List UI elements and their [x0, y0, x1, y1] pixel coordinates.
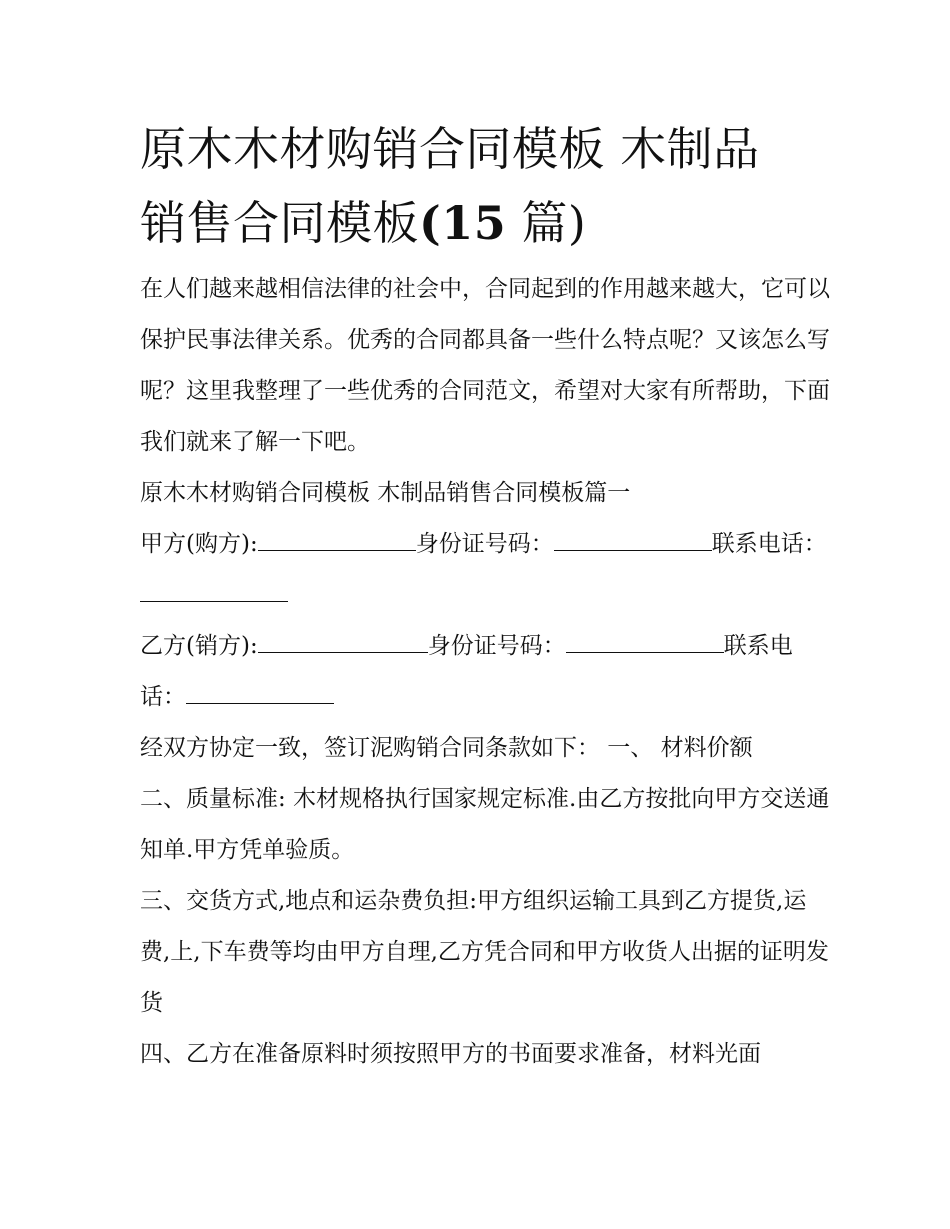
party-b-line	[140, 621, 830, 723]
clause-3: 三、交货方式,地点和运杂费负担:甲方组织运输工具到乙方提货,运费,上,下车费等均由甲方自理,乙方凭合同和甲方收货人出据的证明发货	[140, 888, 829, 1016]
clause-2: 二、质量标准: 木材规格执行国家规定标准.由乙方按批向甲方交送通知单.甲方凭单验质。	[140, 786, 830, 863]
party-b-tel-blank	[186, 685, 334, 704]
title-line-2-prefix: 销售合同模板	[140, 196, 419, 250]
party-a-tel-blank	[140, 583, 288, 602]
party-a-tel-label: 联系电话：	[711, 531, 827, 557]
party-a-id-label: 身份证号码：	[415, 531, 554, 557]
party-b-tel-label: 联系电话：	[140, 633, 793, 710]
party-b-id-blank	[566, 634, 724, 653]
party-a-id-blank	[554, 532, 712, 551]
party-b-id-label: 身份证号码：	[427, 633, 566, 659]
section-heading: 原木木材购销合同模板 木制品销售合同模板篇一	[140, 480, 631, 506]
party-a-blank	[258, 532, 416, 551]
title-line-2-count: (15	[419, 196, 507, 250]
clause-4: 四、乙方在准备原料时须按照甲方的书面要求准备，材料光面	[140, 1041, 761, 1067]
party-a-label: 甲方(购方):	[140, 531, 258, 557]
clause-intro: 经双方协定一致，签订泥购销合同条款如下： 一、 材料价额	[140, 735, 753, 761]
title-line-1: 原木木材购销合同模板 木制品	[140, 122, 760, 176]
title-line-2-suffix: 篇)	[506, 196, 587, 250]
document-title	[140, 112, 830, 260]
party-a-line	[140, 519, 830, 621]
document-page	[140, 112, 830, 1080]
intro-paragraph: 在人们越来越相信法律的社会中，合同起到的作用越来越大，它可以保护民事法律关系。优秀的合同都具备一些什么特点呢？又该怎么写呢？这里我整理了一些优秀的合同范文，希望对大家有所帮助，下面我们就来了解一下吧。	[140, 276, 830, 455]
party-b-label: 乙方(销方):	[140, 633, 258, 659]
party-b-blank	[258, 634, 428, 653]
